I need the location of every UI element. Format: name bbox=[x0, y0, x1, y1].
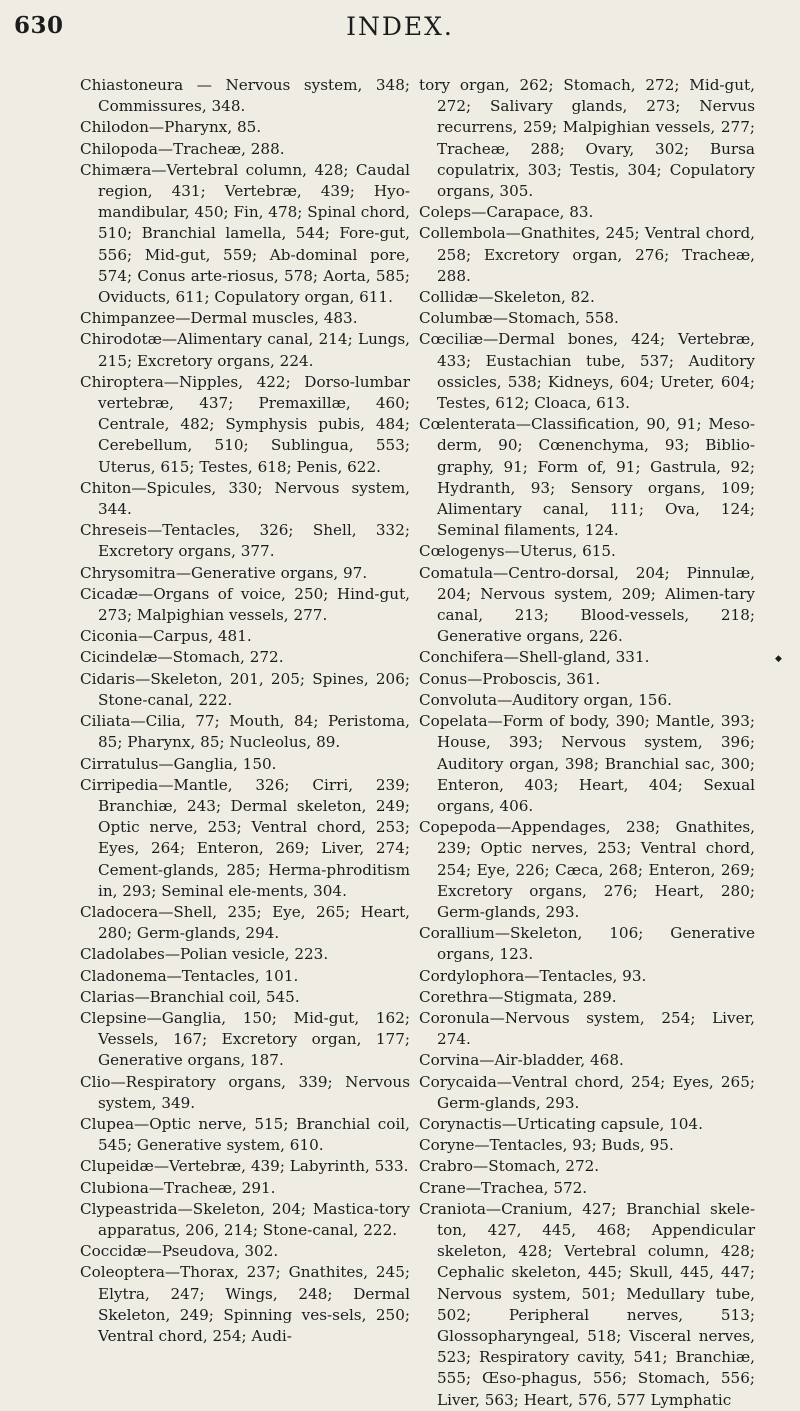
index-entry: Cirratulus—Ganglia, 150. bbox=[80, 754, 277, 773]
index-entry: Clypeastrida—Skeleton, 204; Mastica-tory apparatus, 206, 214; Stone-canal, 222. bbox=[80, 1199, 410, 1239]
index-entry: Copepoda—Appendages, 238; Gnathites, 239; Optic nerves, 253; Ventral chord, 254; Eye, 226; Cæca, 268; Enteron, 269; Excretory organs, 276; Heart, 280; Germ-glands, 293. bbox=[419, 818, 755, 921]
page-number: 630 bbox=[14, 12, 64, 39]
index-entry: Cœlenterata—Classification, 90, 91; Meso-derm, 90; Cœnenchyma, 93; Biblio-graphy, 91; Form of, 91; Gastrula, 92; Hydranth, 93; Sensory organs, 109; Alimentary canal, 111; Ova, 124; Seminal filaments, 124. bbox=[419, 415, 755, 540]
index-entry: Coleoptera—Thorax, 237; Gnathites, 245; Elytra, 247; Wings, 248; Dermal Skeleton, 249; Spinning ves-sels, 250; Ventral chord, 254; Audi- bbox=[80, 1263, 410, 1345]
index-entry: Cladolabes—Polian vesicle, 223. bbox=[80, 945, 329, 964]
index-entry: Cœlogenys—Uterus, 615. bbox=[419, 542, 616, 561]
index-entry: Convoluta—Auditory organ, 156. bbox=[419, 690, 672, 709]
index-entry: Clupea—Optic nerve, 515; Branchial coil, 545; Generative system, 610. bbox=[80, 1114, 410, 1155]
index-entry: Corethra—Stigmata, 289. bbox=[419, 987, 617, 1006]
index-entry: Cicindelæ—Stomach, 272. bbox=[80, 648, 284, 667]
right-column bbox=[419, 75, 755, 1411]
index-entry: Chreseis—Tentacles, 326; Shell, 332; Excretory organs, 377. bbox=[80, 521, 410, 561]
index-entry: Conus—Proboscis, 361. bbox=[419, 669, 601, 688]
index-entry: Collembola—Gnathites, 245; Ventral chord, 258; Excretory organ, 276; Tracheæ, 288. bbox=[419, 224, 755, 285]
index-entry: Cordylophora—Tentacles, 93. bbox=[419, 966, 647, 985]
index-entry: Chiastoneura — Nervous system, 348; Commissures, 348. bbox=[80, 76, 410, 116]
index-entry: Chimpanzee—Dermal muscles, 483. bbox=[80, 309, 358, 328]
index-entry: Corynactis—Urticating capsule, 104. bbox=[419, 1114, 703, 1133]
index-entry: Chilodon—Pharynx, 85. bbox=[80, 118, 262, 137]
left-column bbox=[80, 75, 410, 1347]
index-entry: Chiton—Spicules, 330; Nervous system, 344. bbox=[80, 478, 410, 519]
index-entry: Cicadæ—Organs of voice, 250; Hind-gut, 273; Malpighian vessels, 277. bbox=[80, 584, 410, 625]
index-entry: Cladonema—Tentacles, 101. bbox=[80, 966, 299, 985]
index-entry: Corallium—Skeleton, 106; Generative organs, 123. bbox=[419, 924, 755, 964]
index-entry: Clupeidæ—Vertebræ, 439; Labyrinth, 533. bbox=[80, 1157, 409, 1176]
index-entry: Conchifera—Shell-gland, 331. bbox=[419, 648, 650, 667]
index-entry: Corycaida—Ventral chord, 254; Eyes, 265; Germ-glands, 293. bbox=[419, 1072, 755, 1112]
index-entry: Clarias—Branchial coil, 545. bbox=[80, 987, 300, 1006]
index-entry: Collidæ—Skeleton, 82. bbox=[419, 288, 595, 307]
index-entry: Coronula—Nervous system, 254; Liver, 274. bbox=[419, 1008, 755, 1049]
index-entry: Corvina—Air-bladder, 468. bbox=[419, 1051, 624, 1070]
index-entry: Crane—Trachea, 572. bbox=[419, 1178, 588, 1197]
index-entry: Cœciliæ—Dermal bones, 424; Vertebræ, 433; Eustachian tube, 537; Auditory ossicles, 538; Kidneys, 604; Ureter, 604; Testes, 612; Cloaca, 613. bbox=[419, 330, 755, 413]
index-entry: Ciliata—Cilia, 77; Mouth, 84; Peristoma, 85; Pharynx, 85; Nucleolus, 89. bbox=[80, 712, 410, 752]
margin-mark: ◆ bbox=[775, 654, 782, 664]
page-header bbox=[0, 12, 800, 52]
index-entry: Clepsine—Ganglia, 150; Mid-gut, 162; Vessels, 167; Excretory organ, 177; Generative organs, 187. bbox=[80, 1008, 410, 1070]
index-entry: Crabro—Stomach, 272. bbox=[419, 1157, 600, 1176]
index-entry: Chirodotæ—Alimentary canal, 214; Lungs, 215; Excretory organs, 224. bbox=[80, 330, 410, 370]
index-entry: Chrysomitra—Generative organs, 97. bbox=[80, 563, 368, 582]
index-entry: Craniota—Cranium, 427; Branchial skele-ton, 427, 445, 468; Appendicular skeleton, 428; Vertebral column, 428; Cephalic skeleton, 445; Skull, 445, 447; Nervous system, 501; Medullary tube, 502; Peripheral nerves, 513; Glossopharyngeal, 518; Visceral nerves, 523; Respiratory cavity, 541; Branchiæ, 555; Œso-phagus, 556; Stomach, 556; Liver, 563; Heart, 576, 577 Lymphatic bbox=[419, 1199, 755, 1409]
index-entry: tory organ, 262; Stomach, 272; Mid-gut, 272; Salivary glands, 273; Nervus recurrens, 259; Malpighian vessels, 277; Tracheæ, 288; Ovary, 302; Bursa copulatrix, 303; Testis, 304; Copulatory organs, 305. bbox=[419, 76, 755, 201]
index-entry: Cidaris—Skeleton, 201, 205; Spines, 206; Stone-canal, 222. bbox=[80, 669, 410, 709]
index-entry: Cirripedia—Mantle, 326; Cirri, 239; Branchiæ, 243; Dermal skeleton, 249; Optic nerve, 253; Ventral chord, 253; Eyes, 264; Enteron, 269; Liver, 274; Cement-glands, 285; Herma-phroditism in, 293; Seminal ele-ments, 304. bbox=[80, 775, 410, 900]
index-entry: Chimæra—Vertebral column, 428; Caudal region, 431; Vertebræ, 439; Hyo-mandibular, 450; Fin, 478; Spinal chord, 510; Branchial lamella, 544; Fore-gut, 556; Mid-gut, 559; Ab-dominal pore, 574; Conus arte-riosus, 578; Aorta, 585; Oviducts, 611; Copulatory organ, 611. bbox=[80, 160, 410, 307]
index-entry: Coryne—Tentacles, 93; Buds, 95. bbox=[419, 1136, 674, 1155]
index-entry: Chilopoda—Tracheæ, 288. bbox=[80, 139, 285, 158]
index-entry: Clio—Respiratory organs, 339; Nervous system, 349. bbox=[80, 1072, 410, 1112]
index-entry: Chiroptera—Nipples, 422; Dorso-lumbar vertebræ, 437; Premaxillæ, 460; Centrale, 482; Symphysis pubis, 484; Cerebellum, 510; Sublingua, 553; Uterus, 615; Testes, 618; Penis, 622. bbox=[80, 372, 410, 476]
index-entry: Coleps—Carapace, 83. bbox=[419, 203, 594, 222]
index-entry: Comatula—Centro-dorsal, 204; Pinnulæ, 204; Nervous system, 209; Alimen-tary canal, 213; Blood-vessels, 218; Generative organs, 226. bbox=[419, 563, 755, 646]
index-entry: Clubiona—Tracheæ, 291. bbox=[80, 1178, 276, 1197]
index-entry: Copelata—Form of body, 390; Mantle, 393; House, 393; Nervous system, 396; Auditory organ, 398; Branchial sac, 300; Enteron, 403; Heart, 404; Sexual organs, 406. bbox=[419, 712, 755, 815]
index-entry: Ciconia—Carpus, 481. bbox=[80, 627, 252, 646]
index-entry: Cladocera—Shell, 235; Eye, 265; Heart, 280; Germ-glands, 294. bbox=[80, 902, 410, 943]
running-title: INDEX. bbox=[346, 12, 454, 41]
index-entry: Columbæ—Stomach, 558. bbox=[419, 309, 619, 328]
index-entry: Coccidæ—Pseudova, 302. bbox=[80, 1242, 279, 1261]
